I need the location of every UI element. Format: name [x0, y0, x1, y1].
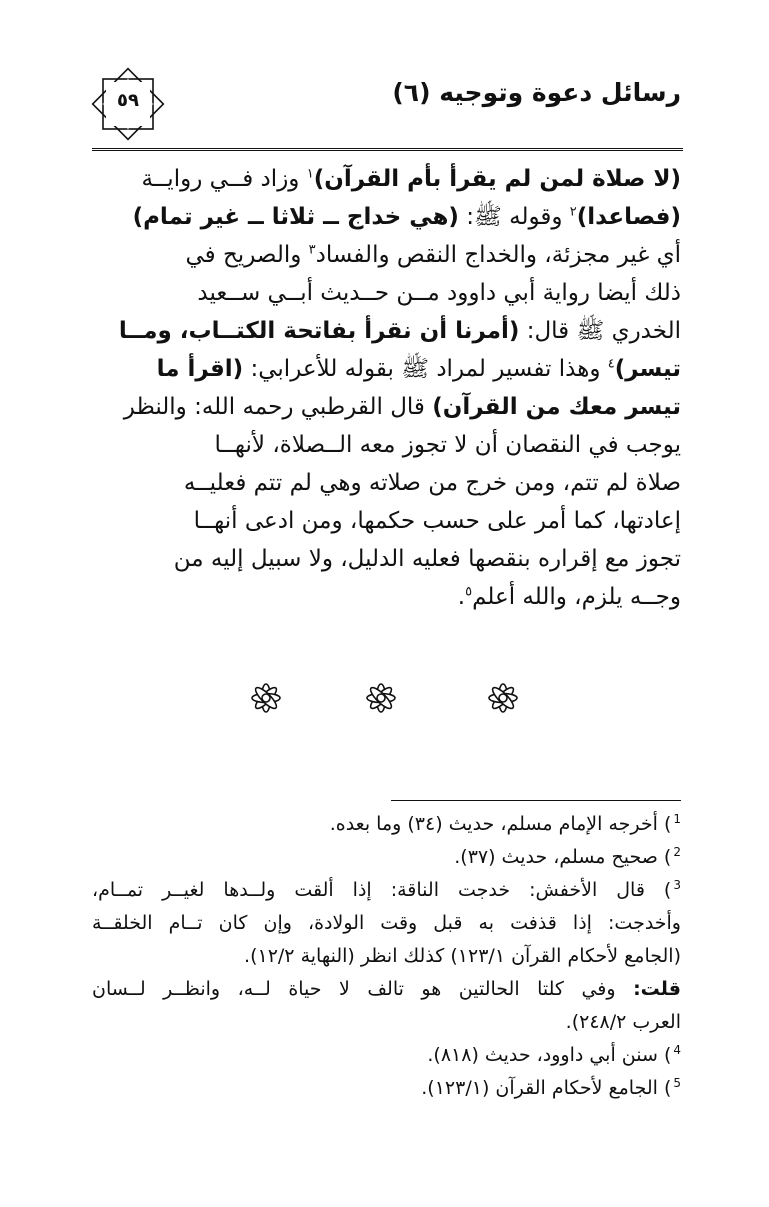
footnote-marker: ٣ — [308, 242, 316, 258]
text-line — [94, 578, 681, 616]
text-segment: ذلك أيضا رواية أبي داوود مــن حــديث أبــي ســعيد — [197, 280, 681, 306]
hadith-quote: (أمرنا أن نقرأ بفاتحة الكتــاب، ومــا — [118, 318, 520, 344]
text-line — [94, 388, 681, 426]
flower-ornament-icon — [250, 682, 282, 714]
flower-ornament-icon — [365, 682, 397, 714]
main-text — [94, 160, 681, 616]
footnote-marker: ٤ — [607, 356, 615, 372]
footnote-text: ) أخرجه الإمام مسلم، حديث (٣٤) وما بعده. — [329, 813, 672, 835]
hadith-quote: (هي خداج ــ ثلاثا ــ غير تمام) — [132, 204, 459, 230]
hadith-quote: تيسر) — [614, 356, 681, 382]
text-segment: قال القرطبي رحمه الله: والنظر — [123, 394, 433, 420]
footnote-marker: ٢ — [569, 204, 577, 220]
text-segment: تجوز مع إقراره بنقصها فعليه الدليل، ولا سبيل إليه من — [173, 546, 681, 572]
section-separator — [0, 682, 769, 722]
footnote-line — [92, 1039, 681, 1072]
text-line — [94, 160, 681, 198]
footnote-line — [92, 1072, 681, 1105]
footnote-label: قلت: — [633, 978, 681, 1000]
text-line — [94, 426, 681, 464]
text-line — [94, 350, 681, 388]
footnote-text: ) قال الأخفش: خدجت الناقة: إذا ألقت ولــدها لغيــر تمــام، — [92, 879, 672, 901]
footnote-text: وأخدجت: إذا قذفت به قبل وقت الولادة، وإن كان تــام الخلقــة — [92, 912, 681, 934]
footnote-line — [92, 808, 681, 841]
footnote-text: وفي كلتا الحالتين هو تالف لا حياة لــه، وانظــر لــسان — [92, 978, 634, 1000]
footnote-marker: ٥ — [465, 584, 473, 600]
header-divider — [92, 148, 683, 151]
footnote-line — [92, 907, 681, 940]
footnote-text: ) الجامع لأحكام القرآن (١٢٣/١). — [421, 1077, 672, 1099]
text-segment: يوجب في النقصان أن لا تجوز معه الــصلاة، لأنهــا — [214, 432, 681, 458]
text-segment: صلاة لم تتم، ومن خرج من صلاته وهي لم تتم فعليــه — [183, 470, 681, 496]
footnote-text: ) صحيح مسلم، حديث (٣٧). — [454, 846, 672, 868]
text-line — [94, 274, 681, 312]
text-line — [94, 502, 681, 540]
footnote-line — [92, 1006, 681, 1039]
text-segment: الخدري ﷺ قال: — [519, 318, 681, 344]
text-segment: وهذا تفسير لمراد ﷺ بقوله للأعرابي: — [243, 356, 608, 382]
text-segment: وجــه يلزم، والله أعلم — [472, 584, 681, 610]
footnote-number: 1 — [673, 811, 681, 826]
footnote-text: العرب ٢٤٨/٢). — [565, 1011, 681, 1033]
footnote-text: ) سنن أبي داوود، حديث (٨١٨). — [427, 1044, 672, 1066]
footnote-number: 3 — [673, 877, 681, 892]
text-line — [94, 464, 681, 502]
hadith-quote: (لا صلاة لمن لم يقرأ بأم القرآن) — [313, 166, 681, 192]
text-segment: . — [457, 584, 466, 610]
text-segment: وقوله ﷺ: — [458, 204, 570, 230]
footnote-number: 5 — [673, 1075, 681, 1090]
text-segment: إعادتها، كما أمر على حسب حكمها، ومن ادعى أنهــا — [193, 508, 681, 534]
running-header-title: رسائل دعوة وتوجيه (٦) — [392, 78, 681, 107]
footnote-line — [92, 940, 681, 973]
text-line — [94, 540, 681, 578]
hadith-quote: (اقرأ ما — [156, 356, 244, 382]
text-line — [94, 236, 681, 274]
flower-ornament-icon — [487, 682, 519, 714]
hadith-quote: (فصاعدا) — [576, 204, 681, 230]
footnote-line — [92, 874, 681, 907]
text-line — [94, 312, 681, 350]
footnote-line — [92, 841, 681, 874]
footnote-marker: ١ — [306, 166, 314, 182]
footnote-text: (الجامع لأحكام القرآن ١٢٣/١) كذلك انظر (النهاية ١٢/٢). — [244, 945, 681, 967]
footnote-line — [92, 973, 681, 1006]
text-segment: والصريح في — [185, 242, 309, 268]
text-segment: وزاد فــي روايــة — [141, 166, 307, 192]
text-line — [94, 198, 681, 236]
page-number: ٥٩ — [117, 90, 139, 111]
footnotes — [92, 808, 681, 1105]
hadith-quote: تيسر معك من القرآن) — [432, 394, 681, 420]
footnote-number: 2 — [673, 844, 681, 859]
text-segment: أي غير مجزئة، والخداج النقص والفساد — [315, 242, 681, 268]
footnote-divider — [391, 800, 681, 801]
footnote-number: 4 — [673, 1042, 681, 1057]
page-number-badge — [90, 66, 166, 142]
